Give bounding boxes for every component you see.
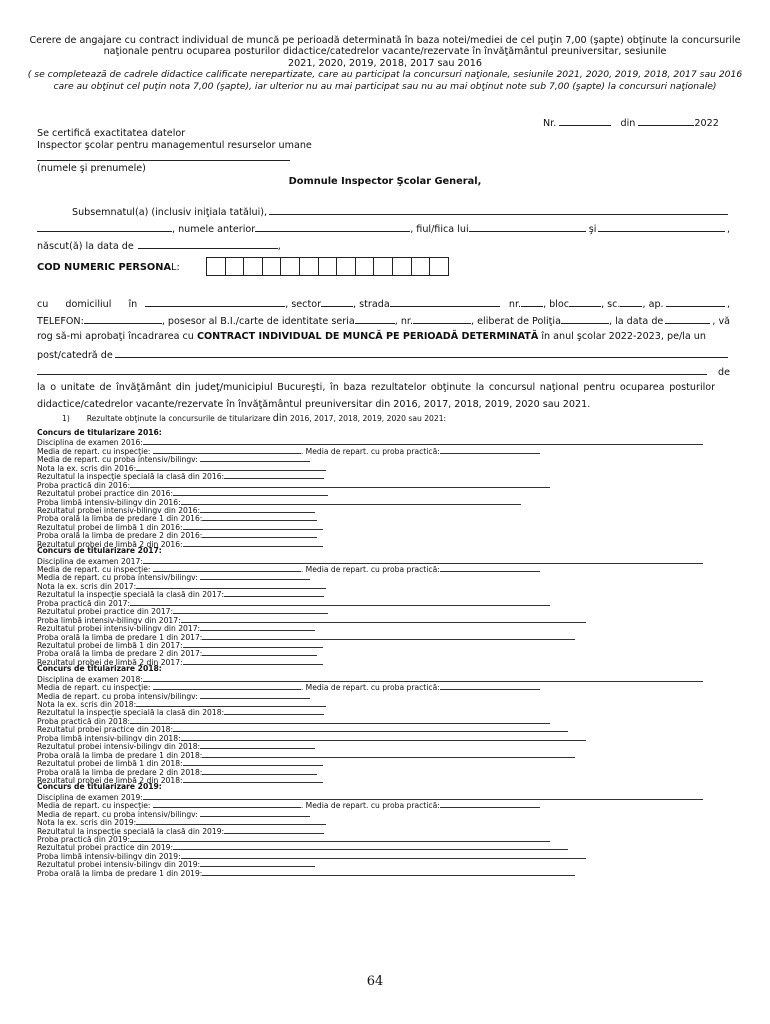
result-field-row [37, 716, 737, 724]
result-field-input[interactable] [440, 564, 540, 572]
result-field-label: Rezultatul la inspecţie specială la clasă din 2019: [37, 826, 225, 836]
result-field-label: Media de repart. cu inspecţie: [37, 801, 153, 811]
issue-date-field[interactable] [665, 314, 710, 324]
row-post-continued [37, 365, 730, 378]
name-continued-field[interactable] [37, 222, 172, 232]
name-caption: (numele şi prenumele) [37, 163, 146, 174]
number-field[interactable] [521, 297, 543, 307]
result-field-row [37, 792, 737, 800]
staircase-label: , sc. [601, 299, 621, 310]
block-label: , bloc [543, 299, 570, 310]
contract-type: CONTRACT INDIVIDUAL DE MUNCĂ PE PERIOADĂ DETERMINATĂ [196, 331, 539, 342]
result-field-label: Rezultatul probei practice din 2019: [37, 843, 174, 853]
registration-number [543, 116, 719, 129]
sector-field[interactable] [321, 297, 353, 307]
section-title: Concurs de titularizare 2017: [37, 546, 162, 556]
nr-label: Nr. [543, 118, 557, 129]
results-intro [62, 413, 446, 424]
result-field-label: Proba orală la limba de predare 2 din 2017: [37, 649, 203, 659]
result-field-row [37, 674, 737, 682]
cnp-box[interactable] [299, 257, 319, 276]
result-field-label: Proba practică din 2018: [37, 716, 131, 726]
din-label: din [620, 118, 636, 129]
result-field-label: Disciplina de examen 2018: [37, 674, 143, 684]
result-field-input[interactable] [200, 572, 310, 580]
result-field-input[interactable] [181, 497, 521, 505]
result-field-label: Rezultatul probei intensiv-bilingv din 2016: [37, 505, 201, 515]
va-label: , vă [712, 316, 730, 327]
street-label: , strada [353, 299, 390, 310]
result-field-label: Media de repart. cu proba intensiv/bilingv: [37, 455, 201, 465]
post-label: post/catedră de [37, 350, 113, 361]
unit-line: la o unitate de învăţământ din judeţ/municipiul Bucureşti, în baza rezultatelor obţinute la concursul naţional pentru ocuparea posturilor [37, 382, 716, 393]
result-field-input[interactable] [183, 657, 323, 665]
staircase-field[interactable] [620, 297, 642, 307]
row-telefon [37, 314, 730, 327]
subsemnatul-label: Subsemnatul(a) (inclusiv iniţiala tatălui), [72, 207, 268, 218]
father-label: , fiul/fiica lui [410, 224, 469, 235]
result-field-row [37, 471, 737, 482]
de-label: de [718, 367, 730, 378]
result-field-row [37, 589, 737, 600]
result-field-row [37, 522, 737, 530]
result-field-row [37, 632, 737, 640]
result-field-row [37, 826, 737, 834]
result-field-input[interactable] [202, 513, 317, 521]
number-label: nr. [508, 299, 522, 310]
result-field-row [37, 682, 737, 693]
result-field-input[interactable] [181, 733, 586, 741]
result-field-input[interactable] [224, 589, 324, 597]
result-field-input[interactable] [183, 758, 323, 766]
result-field-input[interactable] [153, 446, 301, 454]
result-field-row [37, 530, 737, 541]
result-field-input[interactable] [202, 767, 317, 775]
inspector-name-field[interactable] [37, 160, 290, 161]
result-field-input[interactable] [136, 699, 326, 707]
result-field-input[interactable] [200, 859, 315, 867]
result-field-input[interactable] [143, 556, 703, 564]
result-field-input[interactable] [224, 471, 324, 479]
result-field-row [37, 691, 737, 699]
result-field-row [37, 615, 737, 623]
result-field-label: Rezultatul probei practice din 2017: [37, 607, 174, 617]
issue-date-label: , la data de [608, 316, 664, 327]
result-field-input[interactable] [181, 615, 586, 623]
sector-label: , sector [285, 299, 322, 310]
cnp-boxes[interactable] [206, 257, 448, 276]
result-field-row [37, 851, 737, 859]
street-field[interactable] [390, 297, 500, 307]
result-field-input[interactable] [183, 640, 323, 648]
results-number: 1) [62, 414, 70, 423]
result-field-input[interactable] [202, 750, 575, 758]
result-field-label: Media de repart. cu inspecţie: [37, 446, 153, 456]
didactic-line: didactice/catedrelor vacante/rezervate în învăţământul preuniversitar din 2016, 2017, 2018, 2019, 2020 sau 2021. [37, 399, 591, 410]
result-field-row [37, 758, 737, 769]
result-field-row [37, 480, 737, 488]
result-field-label: Proba limbă intensiv-bilingv din 2016: [37, 497, 181, 507]
salutation: Domnule Inspector Şcolar General, [288, 176, 482, 187]
result-field-input[interactable] [136, 817, 326, 825]
result-field-label: Rezultatul probei de limbă 2 din 2016: [37, 539, 183, 549]
title-line-2: naţionale pentru ocuparea posturilor didactice/catedrelor vacante/rezervate în învăţământul preuniversitar, sesiunile [103, 46, 667, 57]
result-field-row [37, 733, 737, 741]
result-field-row [37, 564, 737, 572]
block-field[interactable] [569, 297, 601, 307]
result-field-input[interactable] [173, 488, 328, 496]
result-field-label: Proba practică din 2019: [37, 835, 131, 844]
phone-label: TELEFON: [37, 316, 84, 327]
result-field-row [37, 699, 737, 707]
row-request [37, 331, 730, 342]
result-field-label: Proba orală la limba de predare 2 din 2018: [37, 767, 203, 777]
result-field-input[interactable] [153, 800, 301, 808]
result-field-input[interactable] [143, 792, 703, 800]
row-domiciliu: cu domiciliul în , sector , strada nr. , bloc , sc. , ap. , [37, 299, 730, 310]
page-number: 64 [366, 974, 384, 989]
result-field-label: Proba orală la limba de predare 2 din 2016: [37, 531, 203, 541]
result-field-input[interactable] [130, 598, 550, 606]
result-field-label: Media de repart. cu inspecţie: [37, 565, 153, 574]
result-field-label: . Media de repart. cu proba practică: [300, 565, 440, 574]
result-field-label: Rezultatul probei practice din 2016: [37, 489, 174, 499]
year: 2022 [694, 118, 719, 129]
result-field-label: Proba orală la limba de predare 1 din 2016: [37, 514, 203, 524]
result-field-input[interactable] [183, 539, 323, 547]
result-field-input[interactable] [130, 480, 550, 488]
phone-field[interactable] [84, 314, 162, 324]
cnp-box[interactable] [373, 257, 393, 276]
city-field[interactable] [145, 297, 285, 307]
result-field-input[interactable] [173, 842, 568, 850]
result-field-label: . Media de repart. cu proba practică: [300, 446, 440, 456]
date-field[interactable] [638, 116, 694, 126]
results-text: Rezultate obţinute la concursurile de titularizare [86, 414, 271, 423]
result-field-label: Rezultatul probei de limbă 2 din 2017: [37, 657, 183, 667]
results-years: 2016, 2017, 2018, 2019, 2020 sau 2021: [290, 414, 447, 423]
result-field-input[interactable] [143, 674, 703, 682]
previous-name-label: , numele anterior [172, 224, 256, 235]
cnp-label: COD NUMERIC PERSONAL: [37, 262, 180, 273]
result-field-row [37, 454, 737, 465]
cnp-box[interactable] [411, 257, 431, 276]
result-field-row [37, 648, 737, 659]
result-field-row [37, 817, 737, 828]
result-field-row [37, 842, 737, 853]
results-sections [37, 429, 737, 876]
result-field-label: Nota la ex. scris din 2019: [37, 818, 137, 828]
result-field-input[interactable] [202, 530, 317, 538]
row-subsemnatul [72, 205, 730, 218]
issued-by-label: , eliberat de Poliţia [471, 316, 561, 327]
mother-field[interactable] [598, 222, 725, 232]
cert-line-1: Se certifică exactitatea datelor [37, 128, 186, 139]
result-field-input[interactable] [136, 581, 326, 589]
result-field-row [37, 581, 737, 589]
result-field-row [37, 868, 737, 876]
result-field-label: Nota la ex. scris din 2016: [37, 463, 137, 473]
result-field-label: Disciplina de examen 2016: [37, 438, 143, 448]
nr-field[interactable] [559, 116, 611, 126]
request-suffix: în anul şcolar 2022-2023, pe/la un [541, 331, 706, 342]
result-field-input[interactable] [440, 800, 540, 808]
result-field-input[interactable] [130, 834, 550, 842]
cnp-box[interactable] [280, 257, 300, 276]
result-field-input[interactable] [200, 623, 315, 631]
result-field-input[interactable] [202, 868, 575, 876]
result-field-row [37, 463, 737, 471]
result-field-row [37, 572, 737, 583]
name-field[interactable] [269, 205, 728, 215]
result-field-input[interactable] [440, 446, 540, 454]
cnp-box[interactable] [225, 257, 245, 276]
result-field-label: Media de repart. cu proba intensiv/bilingv: [37, 691, 201, 701]
result-field-row [37, 640, 737, 648]
result-field-label: Proba limbă intensiv-bilingv din 2017: [37, 615, 181, 625]
cnp-box[interactable] [355, 257, 375, 276]
row-names: , numele anterior , fiul/fiica lui şi , [37, 222, 730, 235]
title-line-1: Cerere de angajare cu contract individual de muncă pe perioadă determinată în baza notei/mediei de cel puţin 7,00 (şapte) obţinute la concursurile [29, 35, 741, 46]
result-field-label: Rezultatul la inspecţie specială la clasă din 2016: [37, 472, 225, 482]
result-field-label: Rezultatul la inspecţie specială la clasă din 2017: [37, 590, 225, 600]
result-field-input[interactable] [136, 463, 326, 471]
result-field-label: Rezultatul probei intensiv-bilingv din 2019: [37, 860, 201, 870]
result-field-label: Media de repart. cu proba intensiv/bilingv: [37, 573, 201, 583]
result-field-row [37, 598, 737, 606]
cnp-box[interactable] [336, 257, 356, 276]
result-field-row [37, 437, 737, 448]
result-field-row [37, 724, 737, 735]
row-post [37, 348, 730, 361]
result-field-input[interactable] [183, 775, 323, 783]
result-field-input[interactable] [200, 505, 315, 513]
post-field-2[interactable] [37, 365, 707, 375]
cnp-box[interactable] [206, 257, 226, 276]
result-field-label: Proba orală la limba de predare 1 din 2017: [37, 632, 203, 642]
cert-line-2: Inspector şcolar pentru managementul resurselor umane [37, 140, 312, 151]
result-field-row [37, 606, 737, 617]
results-din: din [272, 413, 288, 424]
result-field-input[interactable] [143, 437, 703, 445]
father-field[interactable] [469, 222, 586, 232]
result-field-row [37, 446, 737, 454]
result-field-row [37, 741, 737, 752]
result-field-label: Media de repart. cu inspecţie: [37, 683, 153, 693]
result-field-input[interactable] [200, 691, 310, 699]
result-field-row [37, 556, 737, 564]
section-title: Concurs de titularizare 2018: [37, 664, 162, 674]
apartment-field[interactable] [666, 297, 725, 307]
and-label: şi [588, 224, 597, 235]
section-title: Concurs de titularizare 2016: [37, 428, 162, 437]
result-field-row [37, 859, 737, 870]
cnp-box[interactable] [392, 257, 412, 276]
result-field-input[interactable] [224, 707, 324, 715]
apartment-label: , ap. [642, 299, 664, 310]
result-field-row [37, 809, 737, 817]
result-field-input[interactable] [200, 741, 315, 749]
domicile-label: cu domiciliul în [37, 299, 138, 310]
result-field-input[interactable] [440, 682, 540, 690]
cnp-box[interactable] [318, 257, 338, 276]
result-field-row [37, 800, 737, 811]
result-field-input[interactable] [202, 648, 317, 656]
post-field[interactable] [115, 348, 728, 358]
result-field-row [37, 750, 737, 758]
birth-label: născut(ă) la data de [37, 241, 134, 252]
id-series-label: , posesor al B.I./carte de identitate seria [161, 316, 355, 327]
result-field-row [37, 505, 737, 513]
birth-date-field[interactable] [138, 239, 278, 249]
result-field-input[interactable] [173, 606, 328, 614]
result-field-input[interactable] [202, 632, 575, 640]
result-field-label: Proba limbă intensiv-bilingv din 2019: [37, 851, 181, 861]
result-field-label: Rezultatul probei intensiv-bilingv din 2017: [37, 624, 201, 634]
result-field-label: Nota la ex. scris din 2018: [37, 700, 137, 709]
result-field-input[interactable] [181, 851, 586, 859]
issued-by-field[interactable] [561, 314, 609, 324]
result-field-label: Rezultatul probei de limbă 1 din 2016: [37, 522, 183, 532]
request-prefix: rog să-mi aprobaţi încadrarea cu [37, 331, 194, 342]
result-field-row [37, 488, 737, 499]
result-field-label: . Media de repart. cu proba practică: [300, 683, 440, 693]
previous-name-field[interactable] [255, 222, 410, 232]
result-field-row [37, 707, 737, 718]
note-line-2: care au obţinut cel puţin nota 7,00 (şapte), iar ulterior nu au mai participat sau nu au mai obţinut note sub 7,00 (şapte) la concursuri naţionale) [53, 81, 717, 92]
result-field-row [37, 623, 737, 634]
row-birth: născut(ă) la data de , [37, 241, 281, 252]
result-field-label: Rezultatul probei de limbă 1 din 2018: [37, 759, 183, 769]
result-field-label: Disciplina de examen 2019: [37, 792, 143, 802]
id-number-field[interactable] [413, 314, 471, 324]
result-field-label: Proba orală la limba de predare 1 din 2018: [37, 750, 203, 760]
result-field-row [37, 834, 737, 842]
result-field-row [37, 497, 737, 505]
result-field-label: . Media de repart. cu proba practică: [300, 801, 440, 811]
cnp-box[interactable] [243, 257, 263, 276]
result-field-label: Rezultatul probei de limbă 1 din 2017: [37, 640, 183, 650]
result-field-label: Proba practică din 2016: [37, 480, 131, 490]
section-title: Concurs de titularizare 2019: [37, 782, 162, 792]
result-field-input[interactable] [183, 522, 323, 530]
result-field-input[interactable] [173, 724, 568, 732]
result-field-label: Disciplina de examen 2017: [37, 556, 143, 566]
result-field-label: Rezultatul probei intensiv-bilingv din 2018: [37, 742, 201, 752]
result-field-label: Media de repart. cu proba intensiv/bilingv: [37, 809, 201, 819]
title-line-3: 2021, 2020, 2019, 2018, 2017 sau 2016 [288, 58, 482, 69]
result-field-label: Rezultatul probei practice din 2018: [37, 725, 174, 735]
cnp-box[interactable] [429, 257, 449, 276]
result-field-row [37, 513, 737, 524]
result-field-input[interactable] [130, 716, 550, 724]
result-field-label: Proba limbă intensiv-bilingv din 2018: [37, 733, 181, 743]
result-field-input[interactable] [153, 682, 301, 690]
result-field-label: Rezultatul probei de limbă 2 din 2018: [37, 775, 183, 785]
result-field-input[interactable] [200, 454, 310, 462]
result-field-input[interactable] [200, 809, 310, 817]
note-line-1: ( se completează de cadrele didactice calificate nerepartizate, care au participat la concursuri naţionale, sesiunile 2021, 2020, 2019, 2018, 2017 sau 2016 [27, 69, 743, 80]
result-field-label: Rezultatul la inspecţie specială la clasă din 2018: [37, 708, 225, 718]
id-series-field[interactable] [355, 314, 395, 324]
result-field-label: Nota la ex. scris din 2017: [37, 581, 137, 591]
result-field-input[interactable] [153, 564, 301, 572]
result-field-label: Proba orală la limba de predare 1 din 2019: [37, 868, 203, 878]
result-field-row [37, 767, 737, 775]
cnp-box[interactable] [262, 257, 282, 276]
id-number-label: , nr. [394, 316, 414, 327]
result-field-label: Proba practică din 2017: [37, 598, 131, 608]
result-field-input[interactable] [224, 826, 324, 834]
